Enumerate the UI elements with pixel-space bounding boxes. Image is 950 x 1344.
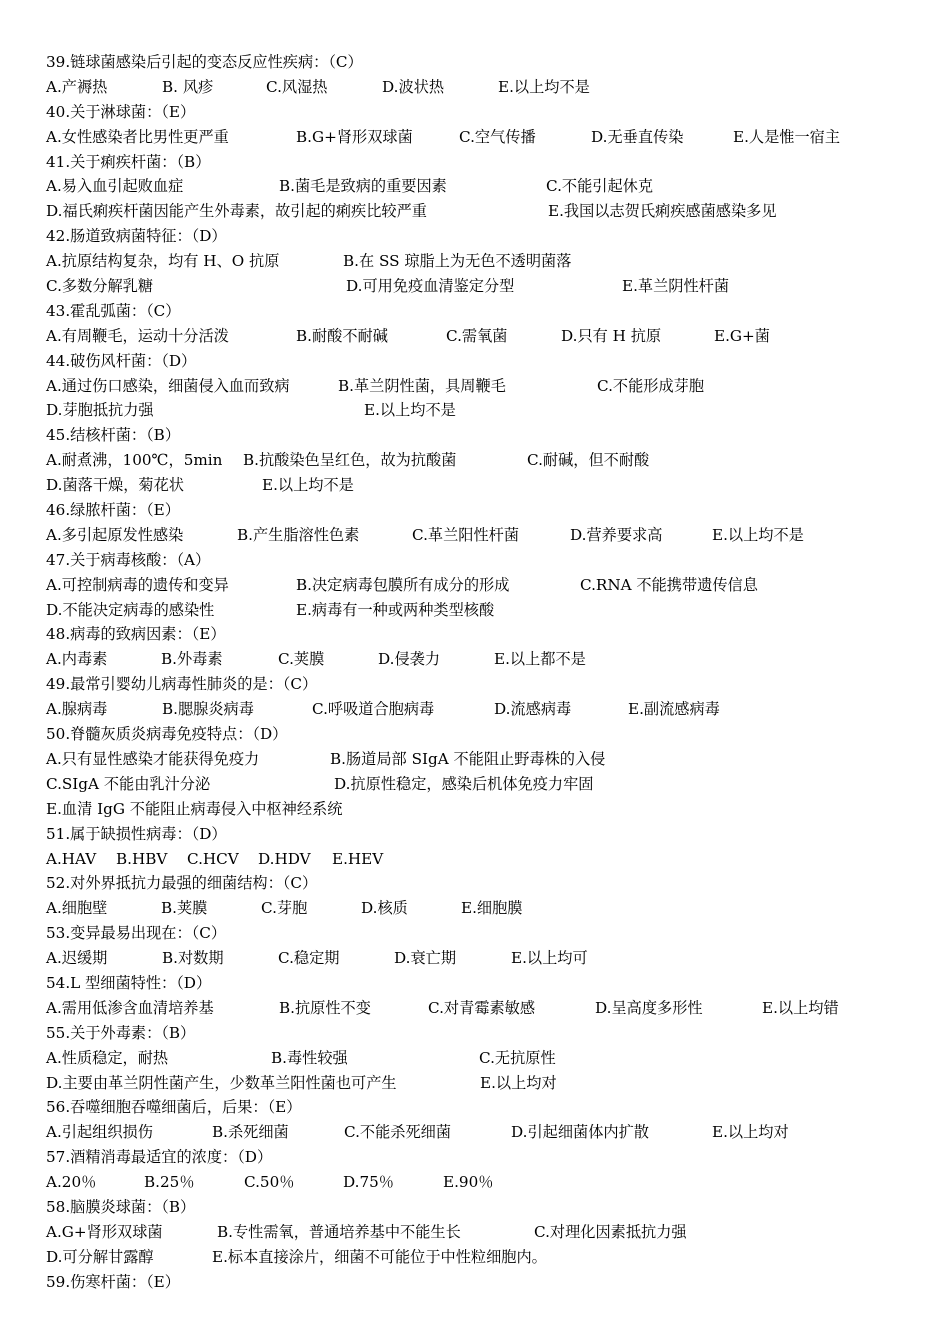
option-row xyxy=(46,75,950,100)
answer-option: B.耐酸不耐碱 xyxy=(296,326,388,345)
option-row xyxy=(46,996,950,1021)
answer-option: B.毒性较强 xyxy=(271,1048,348,1067)
option-row xyxy=(46,448,950,473)
answer-option: D.流感病毒 xyxy=(494,700,572,719)
question-stem: 50.脊髓灰质炎病毒免疫特点：（D） xyxy=(46,725,288,744)
option-row xyxy=(46,772,950,797)
option-row xyxy=(46,797,950,822)
option-row xyxy=(46,174,950,199)
answer-option: A.细胞壁 xyxy=(46,899,108,918)
option-row xyxy=(46,249,950,274)
answer-option: C.呼吸道合胞病毒 xyxy=(312,700,435,719)
answer-option: E.病毒有一种或两种类型核酸 xyxy=(296,600,495,619)
question-stem: 55.关于外毒素：（B） xyxy=(46,1023,196,1042)
option-row xyxy=(46,1170,950,1195)
answer-option: B.菌毛是致病的重要因素 xyxy=(279,177,447,196)
option-row xyxy=(46,1120,950,1145)
answer-option: B.荚膜 xyxy=(161,899,208,918)
answer-option: A.G+肾形双球菌 xyxy=(46,1222,163,1241)
answer-option: C.不能引起休克 xyxy=(546,177,654,196)
answer-option: E.G+菌 xyxy=(714,326,770,345)
answer-option: D.侵袭力 xyxy=(378,650,441,669)
answer-option: D.无垂直传染 xyxy=(591,127,684,146)
question-stem: 46.绿脓杆菌：（E） xyxy=(46,501,180,520)
question-stem: 39.链球菌感染后引起的变态反应性疾病：（C） xyxy=(46,53,363,71)
option-row xyxy=(46,1245,950,1270)
answer-option: A.通过伤口感染，细菌侵入血而致病 xyxy=(46,376,290,395)
answer-option: E.以上均不是 xyxy=(498,77,590,96)
answer-option: A.HAV xyxy=(46,849,97,868)
answer-option: E.以上都不是 xyxy=(494,650,586,669)
answer-option: C.不能杀死细菌 xyxy=(344,1123,452,1142)
answer-option: C.稳定期 xyxy=(278,949,340,968)
option-row xyxy=(46,1046,950,1071)
answer-option: E.细胞膜 xyxy=(461,899,523,918)
answer-option: B.G+肾形双球菌 xyxy=(296,127,413,146)
answer-option: E.以上均对 xyxy=(712,1123,789,1142)
question-stem: 51.属于缺损性病毒：（D） xyxy=(46,824,227,843)
option-row xyxy=(46,125,950,150)
answer-option: A.可控制病毒的遗传和变异 xyxy=(46,575,229,594)
question-stem: 52.对外界抵抗力最强的细菌结构：（C） xyxy=(46,874,318,893)
option-row xyxy=(46,896,950,921)
answer-option: E.以上均不是 xyxy=(712,525,804,544)
answer-option: A.需用低渗含血清培养基 xyxy=(46,998,214,1017)
answer-option: D.波状热 xyxy=(382,77,445,96)
answer-option: D.菌落干燥，菊花状 xyxy=(46,476,184,495)
answer-option: E.HEV xyxy=(332,849,384,868)
option-row xyxy=(46,274,950,299)
option-row xyxy=(46,747,950,772)
answer-option: A.性质稳定，耐热 xyxy=(46,1048,169,1067)
answer-option: A.有周鞭毛，运动十分活泼 xyxy=(46,326,229,345)
answer-option: B.腮腺炎病毒 xyxy=(162,700,254,719)
option-row xyxy=(46,1220,950,1245)
answer-option: E.以上均错 xyxy=(762,998,839,1017)
answer-option: D.福氏痢疾杆菌因能产生外毒素，故引起的痢疾比较严重 xyxy=(46,202,427,221)
answer-option: E.90％ xyxy=(443,1173,494,1192)
answer-option: D.75％ xyxy=(343,1173,394,1192)
answer-option: C.50％ xyxy=(244,1173,295,1192)
answer-option: A.多引起原发性感染 xyxy=(46,525,184,544)
answer-option: A.抗原结构复杂，均有 H、O 抗原 xyxy=(46,252,280,271)
option-row xyxy=(46,847,950,872)
question-stem: 42.肠道致病菌特征：（D） xyxy=(46,227,227,246)
answer-option: A.耐煮沸，100℃，5min xyxy=(46,451,223,470)
answer-option: A.产褥热 xyxy=(46,77,108,96)
question-stem: 58.脑膜炎球菌：（B） xyxy=(46,1197,196,1216)
question-stem: 48.病毒的致病因素：（E） xyxy=(46,625,226,644)
answer-option: C.对理化因素抵抗力强 xyxy=(534,1222,687,1241)
option-row xyxy=(46,199,950,224)
question-stem: 56.吞噬细胞吞噬细菌后，后果：（E） xyxy=(46,1098,302,1117)
answer-option: E.以上均不是 xyxy=(262,476,354,495)
question-stem: 47.关于病毒核酸：（A） xyxy=(46,550,211,569)
answer-option: B.抗原性不变 xyxy=(279,998,371,1017)
option-row xyxy=(46,324,950,349)
option-row xyxy=(46,697,950,722)
question-stem: 44.破伤风杆菌：（D） xyxy=(46,351,197,370)
answer-option: D.核质 xyxy=(361,899,408,918)
answer-option: D.只有 H 抗原 xyxy=(561,326,662,345)
answer-option: B. 风疹 xyxy=(162,77,214,96)
answer-option: B.杀死细菌 xyxy=(212,1123,289,1142)
option-row xyxy=(46,946,950,971)
answer-option: A.引起组织损伤 xyxy=(46,1123,153,1142)
option-row xyxy=(46,398,950,423)
answer-option: C.空气传播 xyxy=(459,127,536,146)
option-row xyxy=(46,374,950,399)
answer-option: C.芽胞 xyxy=(261,899,308,918)
answer-option: C.需氧菌 xyxy=(446,326,508,345)
answer-option: A.腺病毒 xyxy=(46,700,108,719)
option-row xyxy=(46,647,950,672)
answer-option: E.血清 IgG 不能阻止病毒侵入中枢神经系统 xyxy=(46,799,343,818)
answer-option: B.在 SS 琼脂上为无色不透明菌落 xyxy=(343,252,572,271)
answer-option: A.内毒素 xyxy=(46,650,108,669)
answer-option: D.营养要求高 xyxy=(570,525,663,544)
answer-option: B.HBV xyxy=(116,849,168,868)
question-stem: 49.最常引婴幼儿病毒性肺炎的是：（C） xyxy=(46,675,318,694)
question-stem: 59.伤寒杆菌：（E） xyxy=(46,1272,180,1291)
answer-option: A.迟缓期 xyxy=(46,949,108,968)
answer-option: A.20％ xyxy=(46,1173,97,1192)
answer-option: C.耐碱，但不耐酸 xyxy=(527,451,650,470)
answer-option: C.不能形成芽胞 xyxy=(597,376,705,395)
answer-option: C.多数分解乳糖 xyxy=(46,277,154,296)
answer-option: D.衰亡期 xyxy=(394,949,457,968)
answer-option: E.以上均不是 xyxy=(364,401,456,420)
answer-option: E.革兰阴性杆菌 xyxy=(622,277,730,296)
answer-option: E.以上均可 xyxy=(511,949,588,968)
answer-option: B.专性需氧，普通培养基中不能生长 xyxy=(217,1222,461,1241)
answer-option: C.无抗原性 xyxy=(479,1048,556,1067)
answer-option: A.易入血引起败血症 xyxy=(46,177,184,196)
answer-option: D.抗原性稳定，感染后机体免疫力牢固 xyxy=(334,774,594,793)
question-stem: 53.变异最易出现在：（C） xyxy=(46,924,227,943)
answer-option: A.女性感染者比男性更严重 xyxy=(46,127,229,146)
option-row xyxy=(46,598,950,623)
answer-option: E.以上均对 xyxy=(480,1073,557,1092)
answer-option: C.SIgA 不能由乳汁分泌 xyxy=(46,774,211,793)
question-stem: 43.霍乱弧菌：（C） xyxy=(46,301,181,320)
answer-option: D.不能决定病毒的感染性 xyxy=(46,600,215,619)
answer-option: B.肠道局部 SIgA 不能阻止野毒株的入侵 xyxy=(330,749,606,768)
question-stem: 45.结核杆菌：（B） xyxy=(46,426,181,445)
answer-option: E.标本直接涂片，细菌不可能位于中性粒细胞内。 xyxy=(212,1247,547,1266)
answer-option: C.风湿热 xyxy=(266,77,328,96)
question-stem: 40.关于淋球菌：（E） xyxy=(46,102,196,121)
question-stem: 57.酒精消毒最适宜的浓度：（D） xyxy=(46,1148,273,1167)
answer-option: D.可用免疫血清鉴定分型 xyxy=(346,277,515,296)
answer-option: D.呈高度多形性 xyxy=(595,998,703,1017)
answer-option: A.只有显性感染才能获得免疫力 xyxy=(46,749,260,768)
answer-option: C.HCV xyxy=(187,849,239,868)
answer-option: B.决定病毒包膜所有成分的形成 xyxy=(296,575,510,594)
answer-option: B.抗酸染色呈红色，故为抗酸菌 xyxy=(243,451,457,470)
answer-option: D.可分解甘露醇 xyxy=(46,1247,154,1266)
option-row xyxy=(46,523,950,548)
answer-option: B.对数期 xyxy=(162,949,224,968)
answer-option: E.人是惟一宿主 xyxy=(733,127,841,146)
answer-option: D.引起细菌体内扩散 xyxy=(511,1123,649,1142)
answer-option: C.荚膜 xyxy=(278,650,325,669)
answer-option: C.对青霉素敏感 xyxy=(428,998,536,1017)
question-stem: 54.L 型细菌特性：（D） xyxy=(46,973,212,992)
option-row xyxy=(46,473,950,498)
option-row xyxy=(46,1071,950,1096)
answer-option: B.25％ xyxy=(144,1173,195,1192)
question-stem: 41.关于痢疾杆菌：（B） xyxy=(46,152,211,171)
answer-option: D.芽胞抵抗力强 xyxy=(46,401,154,420)
answer-option: B.外毒素 xyxy=(161,650,223,669)
answer-option: E.我国以志贺氏痢疾感菌感染多见 xyxy=(548,202,777,221)
answer-option: C.RNA 不能携带遗传信息 xyxy=(580,575,758,594)
answer-option: D.主要由革兰阴性菌产生，少数革兰阳性菌也可产生 xyxy=(46,1073,397,1092)
answer-option: B.产生脂溶性色素 xyxy=(237,525,360,544)
answer-option: E.副流感病毒 xyxy=(628,700,720,719)
answer-option: C.革兰阳性杆菌 xyxy=(412,525,520,544)
answer-option: D.HDV xyxy=(258,849,311,868)
option-row xyxy=(46,573,950,598)
answer-option: B.革兰阴性菌，具周鞭毛 xyxy=(338,376,506,395)
